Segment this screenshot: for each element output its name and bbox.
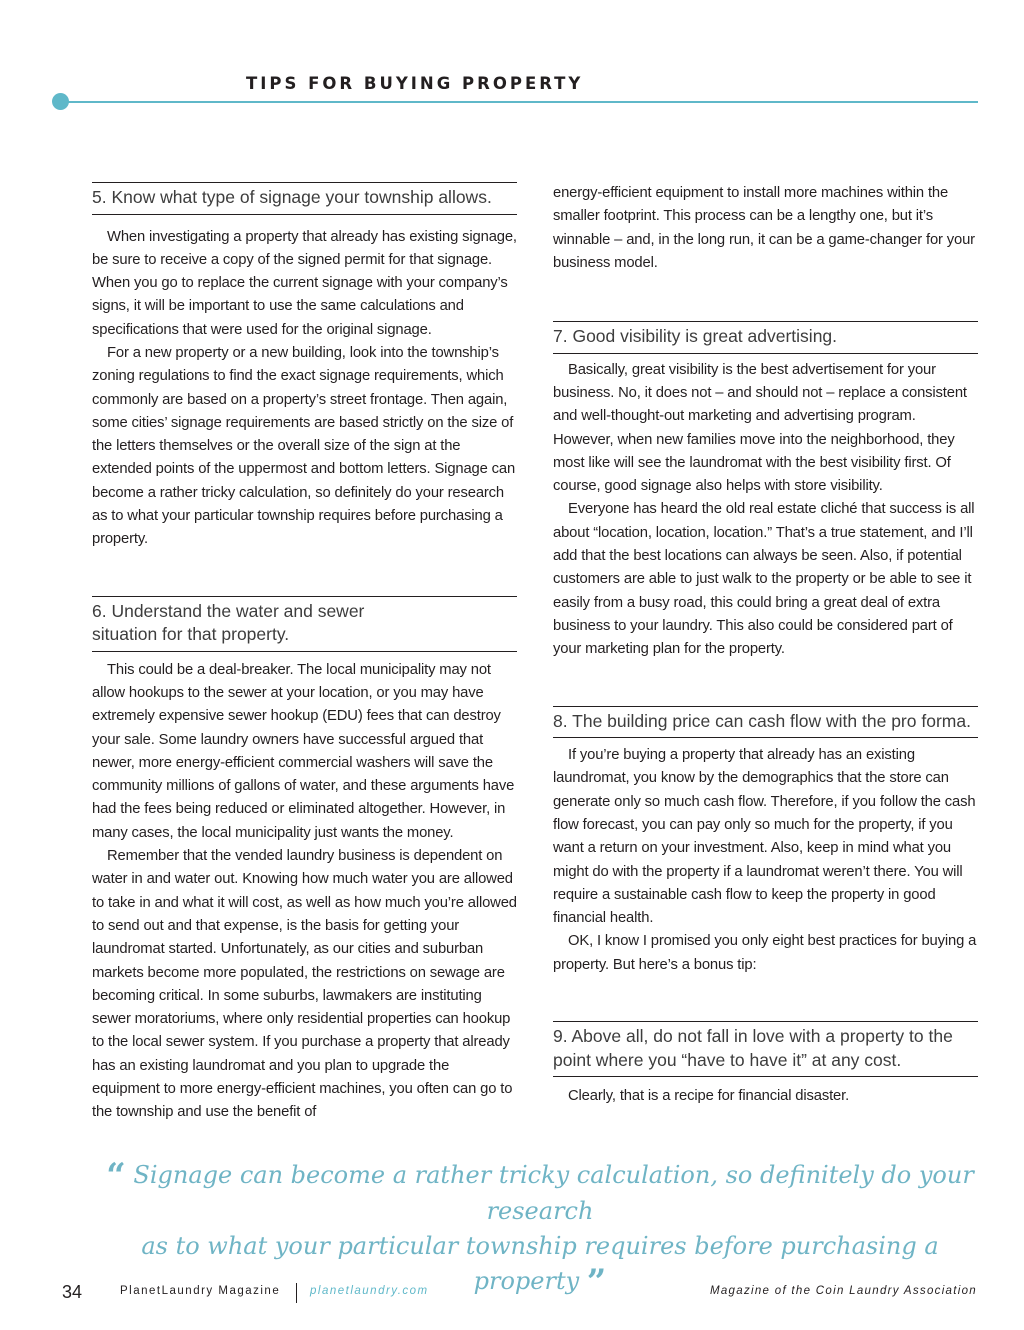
close-quote-mark: ”	[586, 1262, 607, 1302]
section-title: TIPS FOR BUYING PROPERTY	[246, 74, 584, 93]
section-9-paragraph-1: Clearly, that is a recipe for financial disaster.	[568, 1088, 850, 1105]
header-dot	[52, 93, 69, 110]
pull-quote-text-1: Signage can become a rather tricky calculation, so definitely do your research	[133, 1161, 974, 1225]
section-5-paragraph-2: For a new property or a new building, look into the township’s zoning regulations to find the exact signage requirements, which commonly are based on a property’s street frontage. Then again, some cities’ signage requirements are based strictly on the size of the letters themselves or the overall size of the sign at the extended points of the uppermost and bottom letters. Signage can become a rather tricky calculation, so definitely do your research as to what your particular township requires before purchasing a property.	[92, 344, 516, 548]
section-6-paragraph-2: Remember that the vended laundry business is dependent on water in and water out. Knowing how much water you are allowed to take in and what it will cost, as well as how much you’re allowed to send out and that expense, is the basis for getting your laundromat started. Unfortunately, as our cities and suburban markets become more populated, the restrictions on sewage are becoming critical. In some suburbs, lawmakers are instituting sewer moratoriums, where only residential properties can hookup to the local sewer system. If you purchase a property that already has an existing laundromat and you plan to upgrade the equipment to more energy-efficient machines, you often can go to the township and use the benefit of	[92, 848, 517, 1121]
section-6-paragraph-1: This could be a deal-breaker. The local municipality may not allow hookups to the sewer at your location, or you may have extremely expensive sewer hookup (EDU) fees that can destroy your sale. Some laundry owners have successful argued that newer, more energy-efficient commercial washers will save the community millions of gallons of water, and these arguments have had the fees being reduced or eliminated altogether. However, in many cases, the local municipality just wants the money.	[92, 661, 515, 841]
section-9-heading-line-1: 9. Above all, do not fall in love with a property to the	[553, 1026, 953, 1047]
pull-quote-text-2: as to what your particular township requires before purchasing a property	[141, 1232, 939, 1295]
association-tagline: Magazine of the Coin Laundry Association	[709, 1285, 977, 1297]
section-9-heading	[553, 1021, 978, 1077]
pull-quote-line-1	[100, 1158, 980, 1229]
section-5-paragraph-1: When investigating a property that already has existing signage, be sure to receive a copy of the signed permit for that signage. When you go to replace the current signage with your company’s signs, it will be important to use the same calculations and specifications that were used for the original signage.	[92, 228, 517, 338]
page-number: 34	[62, 1282, 83, 1302]
section-6-heading-line-2: situation for that property.	[92, 624, 290, 645]
open-quote-mark: “	[106, 1156, 126, 1196]
section-5-heading: 5. Know what type of signage your township allows.	[92, 182, 517, 215]
section-6-heading-line-1: 6. Understand the water and sewer	[92, 600, 365, 621]
right-column	[553, 182, 978, 1108]
section-7-paragraph-2: Everyone has heard the old real estate cliché that success is all about “location, location, location.” That’s a true statement, and I’ll add that the best locations can always be seen. Also, if potential customers are able to just walk to the property or be able to see it easily from a busy road, this could bring a great deal of extra business to your laundry. This also could be considered part of your marketing plan for the property.	[553, 501, 975, 658]
section-7-heading: 7. Good visibility is great advertising.	[553, 321, 978, 354]
section-8-paragraph-1: If you’re buying a property that already has an existing laundromat, you know by the demographics that the store can generate only so much cash flow. Therefore, if you follow the cash flow forecast, you can pay only so much for the property, if you want a return on your investment. Also, keep in mind what you might do with the property if a laundromat weren’t there. You will require a sustainable cash flow to keep the property in good financial health.	[553, 747, 976, 927]
section-8-heading: 8. The building price can cash flow with the pro forma.	[553, 706, 978, 739]
magazine-name: PlanetLaundry Magazine	[120, 1285, 281, 1297]
website-link[interactable]: planetlaundry.com	[310, 1285, 429, 1297]
footer-separator	[296, 1283, 297, 1303]
section-7-paragraph-1: Basically, great visibility is the best advertisement for your business. No, it does not – and should not – replace a consistent and well-thought-out marketing and advertising program. However, when new families move into the neighborhood, they most like will see the laundromat with the best visibility first. Of course, good signage also helps with store visibility.	[553, 361, 967, 495]
continued-paragraph: energy-efficient equipment to install more machines within the smaller footprint. This process can be a lengthy one, but it’s winnable – and, in the long run, it can be a game-changer for your business model.	[553, 185, 975, 271]
section-8-paragraph-2: OK, I know I promised you only eight best practices for buying a property. But here’s a bonus tip:	[553, 933, 977, 973]
header-rule	[60, 101, 978, 103]
pull-quote	[100, 1158, 980, 1300]
left-column	[92, 182, 517, 1125]
section-9-heading-line-2: point where you “have to have it” at any cost.	[553, 1049, 902, 1070]
section-6-heading	[92, 596, 517, 652]
